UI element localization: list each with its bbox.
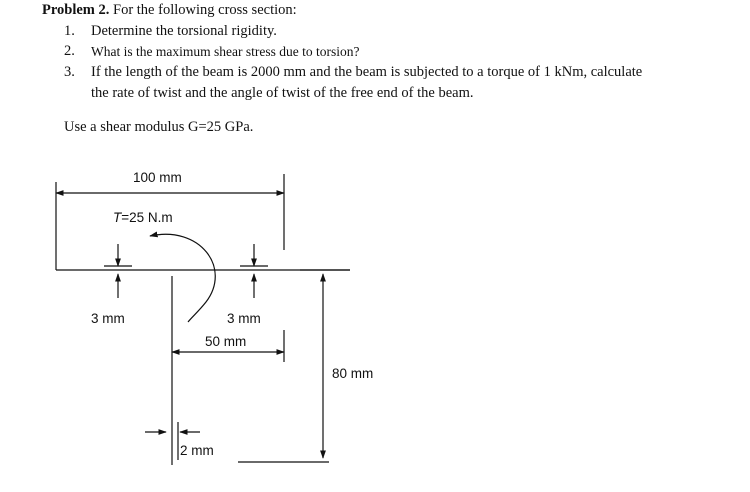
torque-symbol: T [113, 210, 122, 225]
question-number: 2. [64, 43, 75, 59]
shear-modulus-note: Use a shear modulus G=25 GPa. [64, 119, 254, 135]
question-text: If the length of the beam is 2000 mm and the beam is subjected to a torque of 1 kNm, calculate [91, 64, 643, 80]
flange-thickness-left-label: 3 mm [91, 311, 125, 326]
question-number: 3. [64, 64, 75, 80]
width-label: 100 mm [133, 170, 182, 185]
torque-arc [150, 234, 215, 322]
web-thickness-label: 2 mm [180, 443, 214, 458]
torque-value: =25 N.m [121, 210, 173, 225]
question-text-continuation: the rate of twist and the angle of twist of the free end of the beam. [91, 85, 474, 101]
question-number: 1. [64, 23, 75, 39]
question-text: Determine the torsional rigidity. [91, 23, 277, 39]
problem-label: Problem 2. [42, 2, 110, 18]
height-label: 80 mm [332, 366, 374, 381]
half-width-label: 50 mm [205, 334, 247, 349]
torque-label [113, 210, 173, 225]
question-text: What is the maximum shear stress due to torsion? [91, 44, 360, 59]
flange-thickness-right-label: 3 mm [227, 311, 261, 326]
problem-intro: For the following cross section: [113, 2, 297, 18]
